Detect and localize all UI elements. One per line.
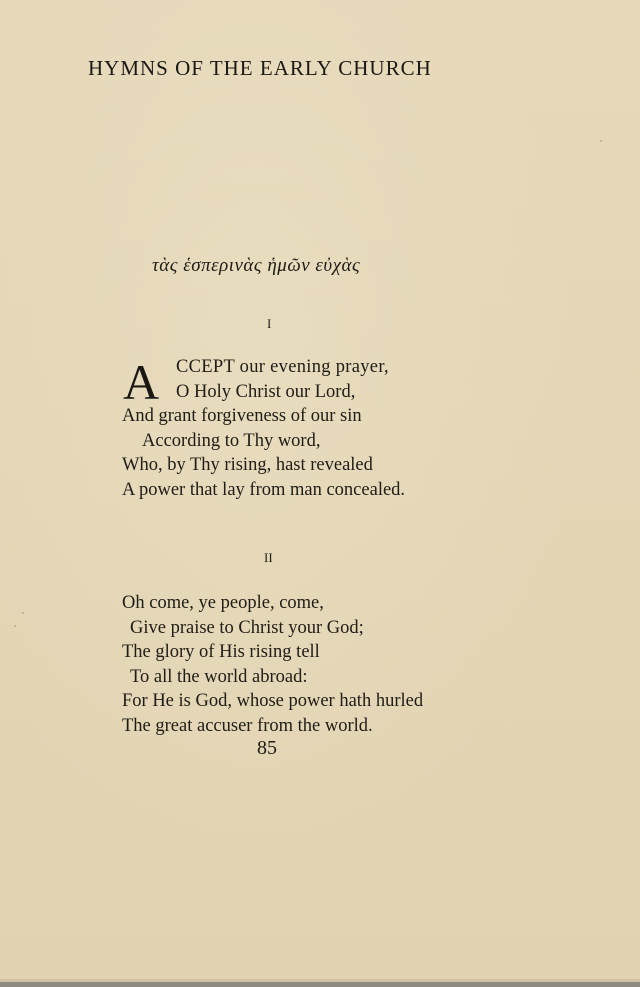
stanza-line: The great accuser from the world.: [122, 715, 373, 736]
page-number: 85: [257, 737, 277, 759]
stanza-line: O Holy Christ our Lord,: [176, 381, 356, 402]
stanza-line: The glory of His rising tell: [122, 642, 320, 662]
stanza-line: CCEPT our evening prayer,: [176, 357, 389, 377]
drop-cap: A: [123, 354, 160, 410]
paper-speck: [600, 140, 602, 142]
page-edge: [0, 982, 640, 987]
stanza-line: And grant forgiveness of our sin: [122, 406, 362, 426]
paper-speck: [14, 625, 16, 627]
running-head: HYMNS OF THE EARLY CHURCH: [88, 56, 432, 80]
stanza-line: A power that lay from man concealed.: [122, 479, 406, 500]
stanza-1: [122, 355, 405, 502]
stanza-line: According to Thy word,: [142, 430, 321, 451]
stanza-line: Oh come, ye people, come,: [122, 593, 324, 613]
stanza-2: [122, 591, 423, 738]
stanza-line: Who, by Thy rising, hast revealed: [122, 455, 373, 475]
stanza-line: Give praise to Christ your God;: [130, 617, 364, 638]
stanza-line: To all the world abroad:: [130, 666, 308, 687]
paper-speck: [22, 612, 24, 614]
section-numeral-1: I: [267, 316, 272, 331]
stanza-line: For He is God, whose power hath hurled: [122, 691, 424, 711]
section-numeral-2: II: [264, 550, 273, 565]
greek-title: τὰς ἑσπερινὰς ἡμῶν εὐχὰς: [152, 255, 361, 276]
